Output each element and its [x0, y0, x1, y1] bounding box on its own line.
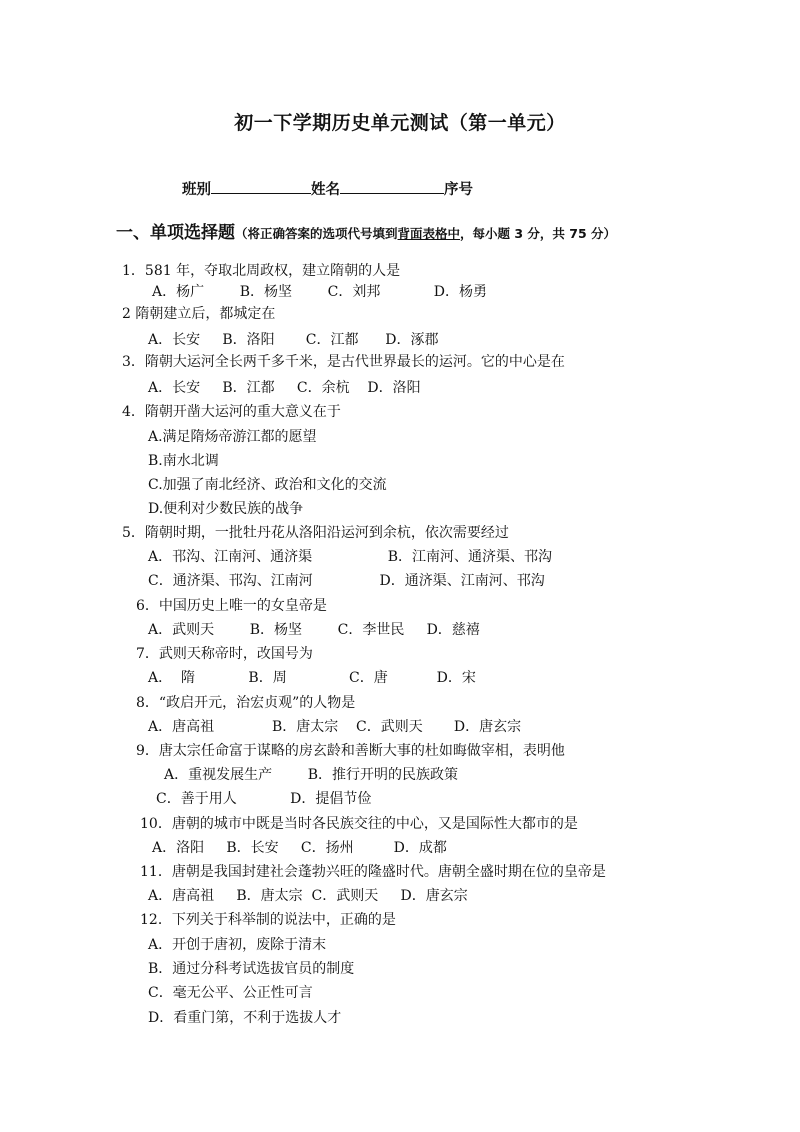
page-title: 初一下学期历史单元测试（第一单元）	[234, 112, 566, 134]
question-8-options: A．唐高祖 B．唐太宗 C．武则天 D．唐玄宗	[148, 719, 522, 735]
class-label: 班别	[182, 182, 211, 198]
section-heading	[116, 218, 616, 243]
question-4-option-a: A.满足隋炀帝游江都的愿望	[148, 429, 317, 445]
question-12-option-a: A．开创于唐初，废除于清末	[148, 937, 327, 953]
question-11: 11．唐朝是我国封建社会蓬勃兴旺的隆盛时代。唐朝全盛时期在位的皇帝是	[140, 864, 606, 880]
question-6: 6．中国历史上唯一的女皇帝是	[136, 598, 327, 614]
name-label: 姓名	[311, 182, 340, 198]
question-1: 1．581 年，夺取北周政权，建立隋朝的人是	[122, 263, 401, 279]
question-7-options: A． 隋 B．周 C．唐 D．宋	[148, 670, 476, 686]
question-12-option-d: D．看重门第，不利于选拔人才	[148, 1010, 342, 1026]
name-blank	[340, 179, 444, 194]
question-5-options-cd: C．通济渠、邗沟、江南河 D．通济渠、江南河、邗沟	[148, 573, 545, 589]
section-title: 一、单项选择题	[116, 223, 235, 243]
question-10-options: A．洛阳 B．长安 C．扬州 D．成都	[152, 840, 447, 856]
answer-table-ref: 背面表格中	[397, 226, 461, 241]
question-2-options: A．长安 B．洛阳 C．江都 D．涿郡	[148, 332, 439, 348]
question-9-options-ab: A．重视发展生产 B．推行开明的民族政策	[164, 767, 458, 783]
question-2: 2 隋朝建立后，都城定在	[122, 306, 276, 322]
question-9-options-cd: C．善于用人 D．提倡节俭	[156, 791, 372, 807]
question-4-option-b: B.南水北调	[148, 453, 219, 469]
class-blank	[211, 179, 311, 194]
question-5-options-ab: A．邗沟、江南河、通济渠 B．江南河、通济渠、邗沟	[148, 549, 553, 565]
question-8: 8．“政启开元，治宏贞观”的人物是	[136, 695, 356, 711]
seat-label: 序号	[444, 182, 473, 198]
question-12-option-b: B．通过分科考试选拔官员的制度	[148, 961, 355, 977]
question-11-options: A．唐高祖 B．唐太宗 C．武则天 D．唐玄宗	[148, 888, 468, 904]
question-3: 3．隋朝大运河全长两千多千米，是古代世界最长的运河。它的中心是在	[122, 354, 565, 370]
question-9: 9．唐太宗任命富于谋略的房玄龄和善断大事的杜如晦做宰相，表明他	[136, 743, 565, 759]
section-note: （将正确答案的选项代号填到背面表格中，每小题 3 分，共 75 分）	[235, 226, 617, 241]
question-7: 7．武则天称帝时，改国号为	[136, 646, 313, 662]
question-3-options: A．长安 B．江都 C．余杭 D．洛阳	[148, 380, 421, 396]
question-4-option-c: C.加强了南北经济、政治和文化的交流	[148, 477, 387, 493]
question-12: 12．下列关于科举制的说法中，正确的是	[140, 912, 396, 928]
student-info-line	[182, 178, 473, 199]
question-4: 4．隋朝开凿大运河的重大意义在于	[122, 404, 341, 420]
question-12-option-c: C．毫无公平、公正性可言	[148, 985, 313, 1001]
question-6-options: A．武则天 B．杨坚 C．李世民 D．慈禧	[148, 622, 480, 638]
question-10: 10．唐朝的城市中既是当时各民族交往的中心，又是国际性大都市的是	[140, 816, 578, 832]
question-1-options: A．杨广 B．杨坚 C．刘邦 D．杨勇	[152, 284, 487, 300]
question-5: 5．隋朝时期，一批牡丹花从洛阳沿运河到余杭，依次需要经过	[122, 525, 509, 541]
question-4-option-d: D.便利对少数民族的战争	[148, 501, 304, 517]
